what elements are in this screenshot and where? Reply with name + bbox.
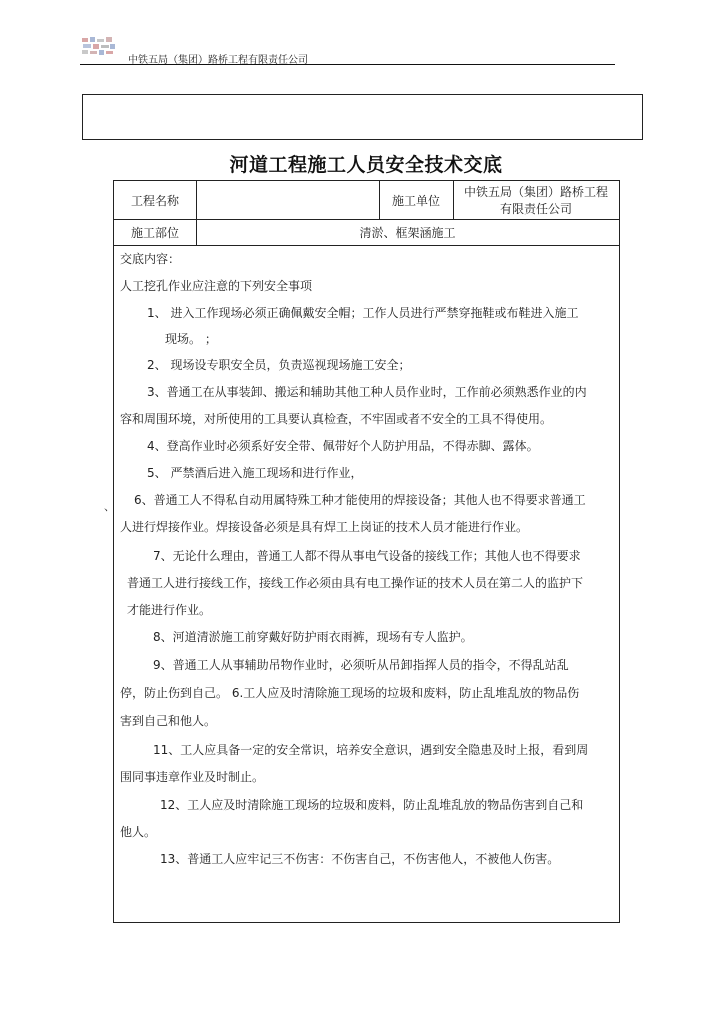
content-line: 围同事违章作业及时制止。	[120, 770, 265, 784]
content-line: 1、 进入工作现场必须正确佩戴安全帽；工作人员进行严禁穿拖鞋或布鞋进入施工	[147, 306, 579, 320]
content-intro: 人工挖孔作业应注意的下列安全事项	[120, 279, 313, 293]
content-line: 4、登高作业时必须系好安全带、佩带好个人防护用品，不得赤脚、露体。	[147, 439, 539, 453]
content-line: 2、 现场设专职安全员，负责巡视现场施工安全；	[147, 358, 411, 372]
project-name-label: 工程名称	[130, 193, 179, 208]
unit-value	[453, 181, 619, 219]
unit-value-line1: 中铁五局（集团）路桥工程	[463, 185, 608, 199]
content-line: 他人。	[120, 825, 157, 839]
part-label: 施工部位	[130, 225, 179, 240]
content-line: 12、工人应及时清除施工现场的垃圾和废料，防止乱堆乱放的物品伤害到自己和	[160, 798, 584, 812]
content-line: 停，防止伤到自己。 6.工人应及时清除施工现场的垃圾和废料，防止乱堆乱放的物品伤	[120, 686, 580, 700]
content-line: 害到自己和他人。	[120, 714, 217, 728]
content-line: 13、普通工人应牢记三不伤害：不伤害自己，不伤害他人，不被他人伤害。	[160, 852, 560, 866]
content-line: 才能进行作业。	[127, 603, 212, 617]
content-line: 容和周围环境，对所使用的工具要认真检查，不牢固或者不安全的工具不得使用。	[120, 412, 553, 426]
unit-label: 施工单位	[391, 193, 440, 208]
document-title: 河道工程施工人员安全技术交底	[229, 154, 503, 176]
content-line: 7、无论什么理由，普通工人都不得从事电气设备的接线工作；其他人也不得要求	[153, 549, 581, 563]
content-line: 8、河道清淤施工前穿戴好防护雨衣雨裤，现场有专人监护。	[153, 630, 473, 644]
project-name-value	[196, 181, 379, 219]
company-logo	[80, 35, 118, 57]
top-blank-box	[82, 94, 643, 140]
part-value: 清淤、框架涵施工	[359, 225, 456, 240]
content-line: 9、普通工人从事辅助吊物作业时，必须听从吊卸指挥人员的指令，不得乱站乱	[153, 658, 569, 672]
content-line: 11、工人应具备一定的安全常识，培养安全意识，遇到安全隐患及时上报，看到周	[153, 743, 589, 757]
stray-mark: 、	[104, 500, 115, 513]
content-line: 普通工人进行接线工作，接线工作必须由具有电工操作证的技术人员在第二人的监护下	[127, 576, 584, 590]
content-line: 现场。 ；	[165, 332, 217, 346]
content-line: 6、普通工人不得私自动用属特殊工种才能使用的焊接设备；其他人也不得要求普通工	[134, 493, 586, 507]
row-divider-2	[114, 245, 619, 246]
content-line: 5、 严禁酒后进入施工现场和进行作业，	[147, 466, 363, 480]
header-rule	[80, 64, 615, 65]
unit-value-line2: 有限责任公司	[499, 202, 572, 216]
company-header: 中铁五局（集团）路桥工程有限责任公司	[128, 55, 308, 66]
content-line: 人进行焊接作业。焊接设备必须是具有焊工上岗证的技术人员才能进行作业。	[120, 520, 529, 534]
content-heading: 交底内容：	[120, 252, 181, 266]
content-line: 3、普通工在从事装卸、搬运和辅助其他工种人员作业时，工作前必须熟悉作业的内	[147, 385, 587, 399]
